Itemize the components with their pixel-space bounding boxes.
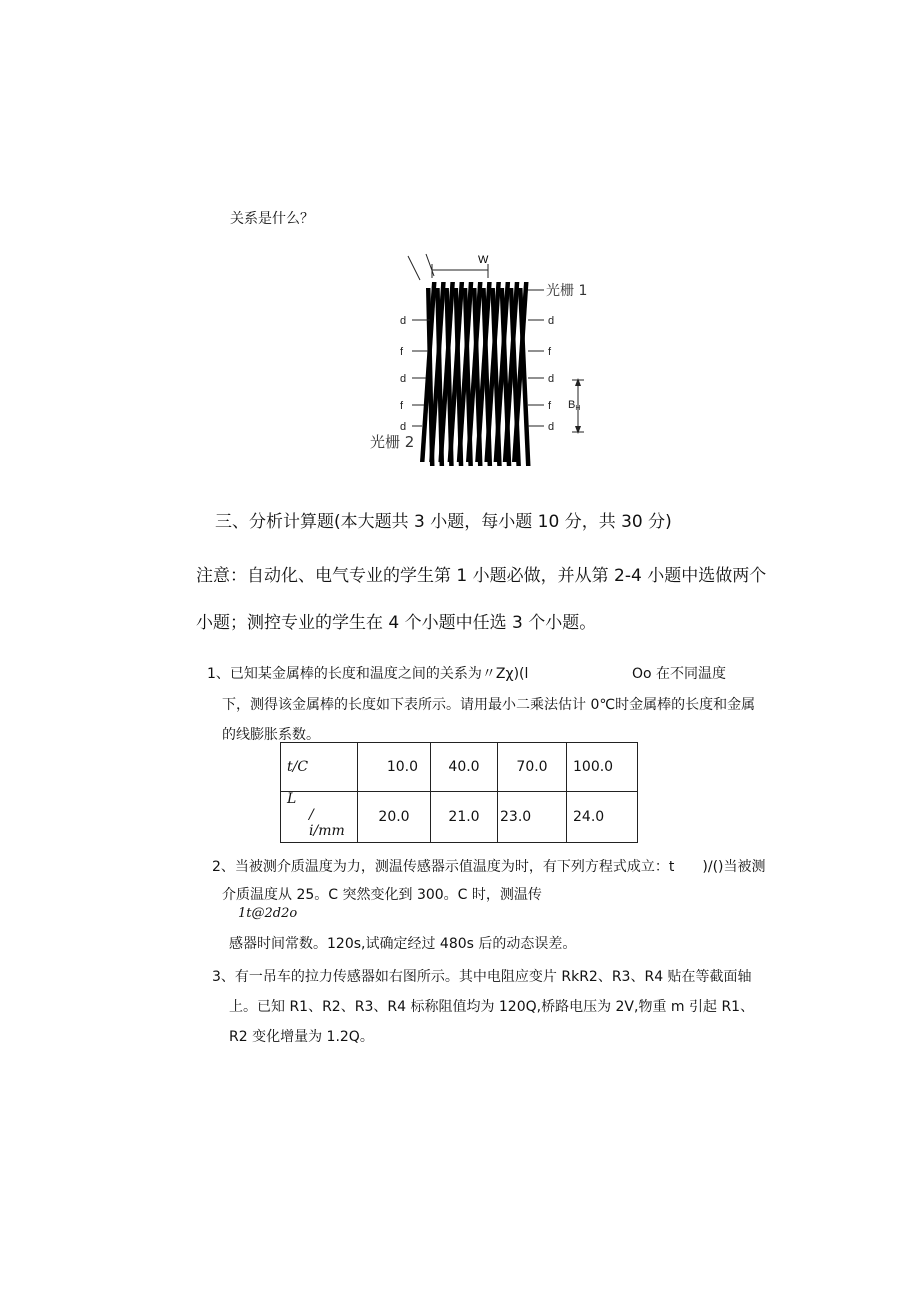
pitch-marker-a — [408, 256, 420, 280]
moire-grating-figure — [360, 250, 600, 480]
left-d-2: d — [400, 373, 407, 385]
q2-line1: 2、当被测介质温度为力，测温传感器示值温度为时，有下列方程式成立：t )/()当被测 — [212, 859, 766, 875]
table-cell: 21.0 — [431, 792, 498, 843]
right-f-1: f — [548, 346, 552, 358]
table-cell: 24.0 — [567, 792, 638, 843]
q1-data-table — [280, 742, 638, 843]
q1-line1b: Oo 在不同温度 — [632, 666, 727, 682]
q1-line2: 下，测得该金属棒的长度如下表所示。请用最小二乘法估计 0℃时金属棒的长度和金属 — [222, 697, 756, 713]
section3-heading: 三、分析计算题(本大题共 3 小题，每小题 10 分，共 30 分) — [215, 512, 672, 532]
right-d-3: d — [548, 421, 555, 433]
left-d-3: d — [400, 421, 407, 433]
table-cell: 40.0 — [431, 743, 498, 792]
section3-note-line1: 注意：自动化、电气专业的学生第 1 小题必做，并从第 2-4 小题中选做两个 — [196, 566, 767, 586]
table-row — [281, 743, 638, 792]
bh-label: BH — [568, 399, 581, 412]
table-cell: 23.0 — [498, 792, 567, 843]
q1-line1a: 1、已知某金属棒的长度和温度之间的关系为〃Zχ)(l — [207, 666, 529, 682]
grating2-label: 光栅 2 — [370, 433, 415, 451]
left-f-2: f — [400, 400, 404, 412]
pitch-marker-b — [426, 254, 434, 276]
table-cell: 100.0 — [567, 743, 638, 792]
section3-note-line2: 小题；测控专业的学生在 4 个小题中任选 3 个小题。 — [196, 613, 597, 633]
table-cell: 20.0 — [358, 792, 431, 843]
right-markers — [528, 315, 554, 433]
table-cell: 10.0 — [358, 743, 431, 792]
table-header-l: L / i/mm — [281, 792, 358, 843]
q3-line1: 3、有一吊车的拉力传感器如右图所示。其中电阻应变片 RkR2、R3、R4 贴在等截面轴 — [212, 969, 752, 985]
table-header-t: t/C — [281, 743, 358, 792]
grating-bars — [420, 282, 531, 466]
right-d-1: d — [548, 315, 555, 327]
q3-line3: R2 变化增量为 1.2Q。 — [229, 1029, 374, 1045]
left-d-1: d — [400, 315, 407, 327]
grating1-label: 光栅 1 — [546, 283, 588, 299]
table-cell: 70.0 — [498, 743, 567, 792]
right-d-2: d — [548, 373, 555, 385]
w-label: W — [478, 254, 489, 266]
q2-line2: 介质温度从 25。C 突然变化到 300。C 时，测温传 — [222, 887, 542, 903]
intro-tail-text: 关系是什么？ — [230, 211, 314, 227]
table-row — [281, 792, 638, 843]
q3-line2: 上。已知 R1、R2、R3、R4 标称阻值均为 120Q,桥路电压为 2V,物重 m 引起 R1、 — [229, 999, 755, 1015]
right-f-2: f — [548, 400, 552, 412]
q2-line3: 感器时间常数。120s,试确定经过 480s 后的动态误差。 — [229, 936, 577, 952]
q1-line3: 的线膨胀系数。 — [222, 727, 320, 743]
left-f-1: f — [400, 346, 404, 358]
q2-formula: 1t@2d2o — [238, 906, 298, 921]
